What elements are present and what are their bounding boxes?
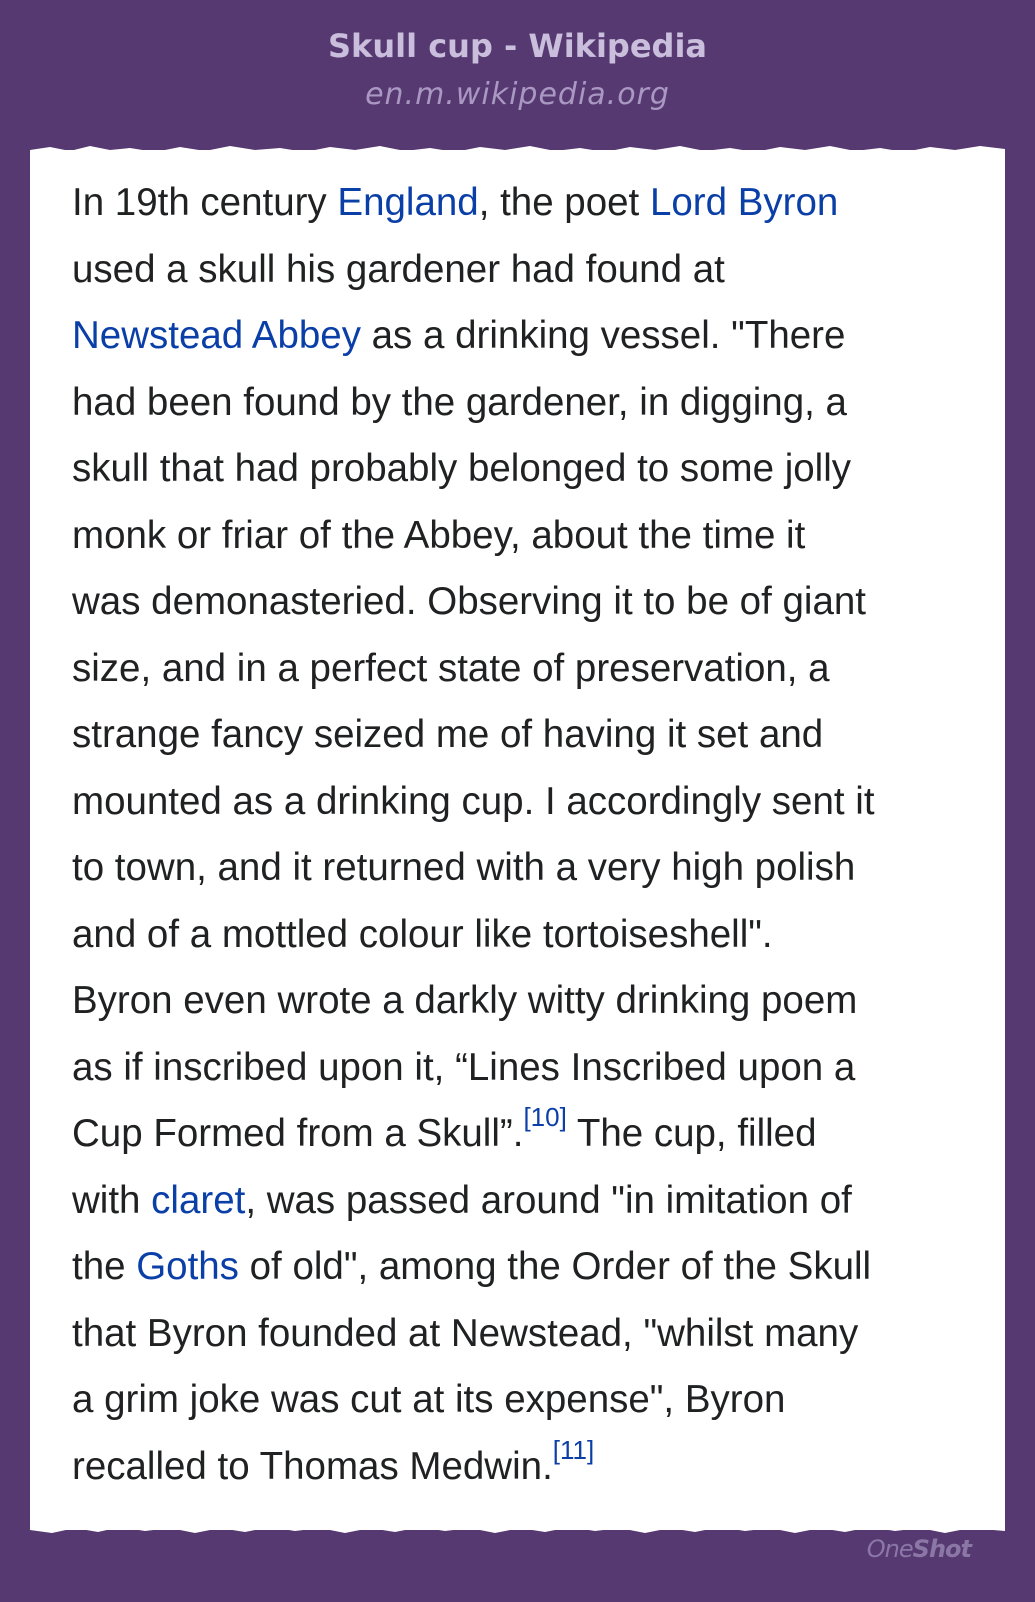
article-line — [72, 902, 977, 969]
article-line — [72, 702, 977, 769]
link-lord-byron[interactable]: Lord Byron — [649, 181, 839, 224]
article-line — [72, 569, 977, 636]
article-card — [30, 150, 1005, 1530]
text-run: as if inscribed upon it, “Lines Inscribed upon a — [72, 1045, 856, 1089]
brand-part-one: One — [866, 1535, 913, 1563]
text-run: skull that had probably belonged to some jolly — [72, 447, 852, 490]
text-run: Byron even wrote a darkly witty drinking poem — [72, 979, 858, 1022]
link-claret[interactable]: claret — [151, 1178, 246, 1222]
text-run: used a skull his gardener had found at — [72, 247, 725, 291]
link-newstead-abbey[interactable]: Newstead Abbey — [72, 314, 361, 357]
link-england[interactable]: England — [337, 181, 479, 224]
article-line — [72, 237, 977, 304]
text-run: of old", among the Order of the Skull — [238, 1245, 872, 1288]
citation-superscript — [523, 1102, 566, 1132]
article-line — [72, 1234, 977, 1301]
text-run: size, and in a perfect state of preservation, a — [72, 646, 830, 690]
text-run: recalled to Thomas Medwin. — [72, 1444, 553, 1488]
article-line — [72, 303, 977, 370]
citation-link-11[interactable]: [11] — [552, 1434, 595, 1465]
text-run: strange fancy seized me of having it set and — [72, 713, 824, 756]
article-line — [72, 835, 977, 902]
article-line — [72, 503, 977, 570]
article-line — [72, 436, 977, 503]
link-goths[interactable]: Goths — [136, 1245, 239, 1288]
text-run: a grim joke was cut at its expense", Byron — [72, 1378, 786, 1421]
text-run: with — [72, 1178, 152, 1222]
article-line — [72, 1035, 977, 1102]
text-run: was demonasteried. Observing it to be of giant — [72, 580, 866, 623]
article-line — [72, 170, 977, 237]
article-line — [72, 1301, 977, 1368]
text-run: In 19th century — [72, 181, 338, 224]
text-run: to town, and it returned with a very high polish — [72, 846, 856, 889]
text-run: , was passed around "in imitation of — [245, 1178, 852, 1222]
torn-edge-top — [30, 142, 1005, 158]
article-line — [72, 636, 977, 703]
text-run: had been found by the gardener, in digging, a — [72, 380, 847, 424]
text-run: that Byron founded at Newstead, "whilst many — [72, 1311, 859, 1355]
text-run: , the poet — [478, 181, 650, 224]
citation-link-10[interactable]: [10] — [523, 1102, 567, 1133]
text-run: mounted as a drinking cup. I accordingly sent it — [72, 779, 875, 823]
article-paragraph — [72, 170, 977, 1500]
oneshot-watermark — [867, 1534, 971, 1564]
article-line — [72, 1168, 977, 1235]
article-line — [72, 1101, 977, 1168]
text-run: the — [72, 1245, 137, 1288]
text-run: Cup Formed from a Skull”. — [72, 1112, 524, 1155]
article-line — [72, 1367, 977, 1434]
article-line — [72, 968, 977, 1035]
page-title: Skull cup - Wikipedia — [328, 27, 707, 65]
citation-superscript — [553, 1435, 594, 1465]
torn-edge-bottom — [30, 1522, 1005, 1538]
brand-part-shot: Shot — [912, 1535, 971, 1563]
text-run: monk or friar of the Abbey, about the time it — [72, 513, 806, 557]
text-run: and of a mottled colour like tortoiseshell". — [72, 912, 773, 956]
article-line — [72, 370, 977, 437]
text-run: as a drinking vessel. "There — [360, 314, 846, 357]
article-line — [72, 769, 977, 836]
article-line — [72, 1434, 977, 1501]
page-domain: en.m.wikipedia.org — [365, 77, 670, 112]
text-run: The cup, filled — [566, 1112, 817, 1155]
